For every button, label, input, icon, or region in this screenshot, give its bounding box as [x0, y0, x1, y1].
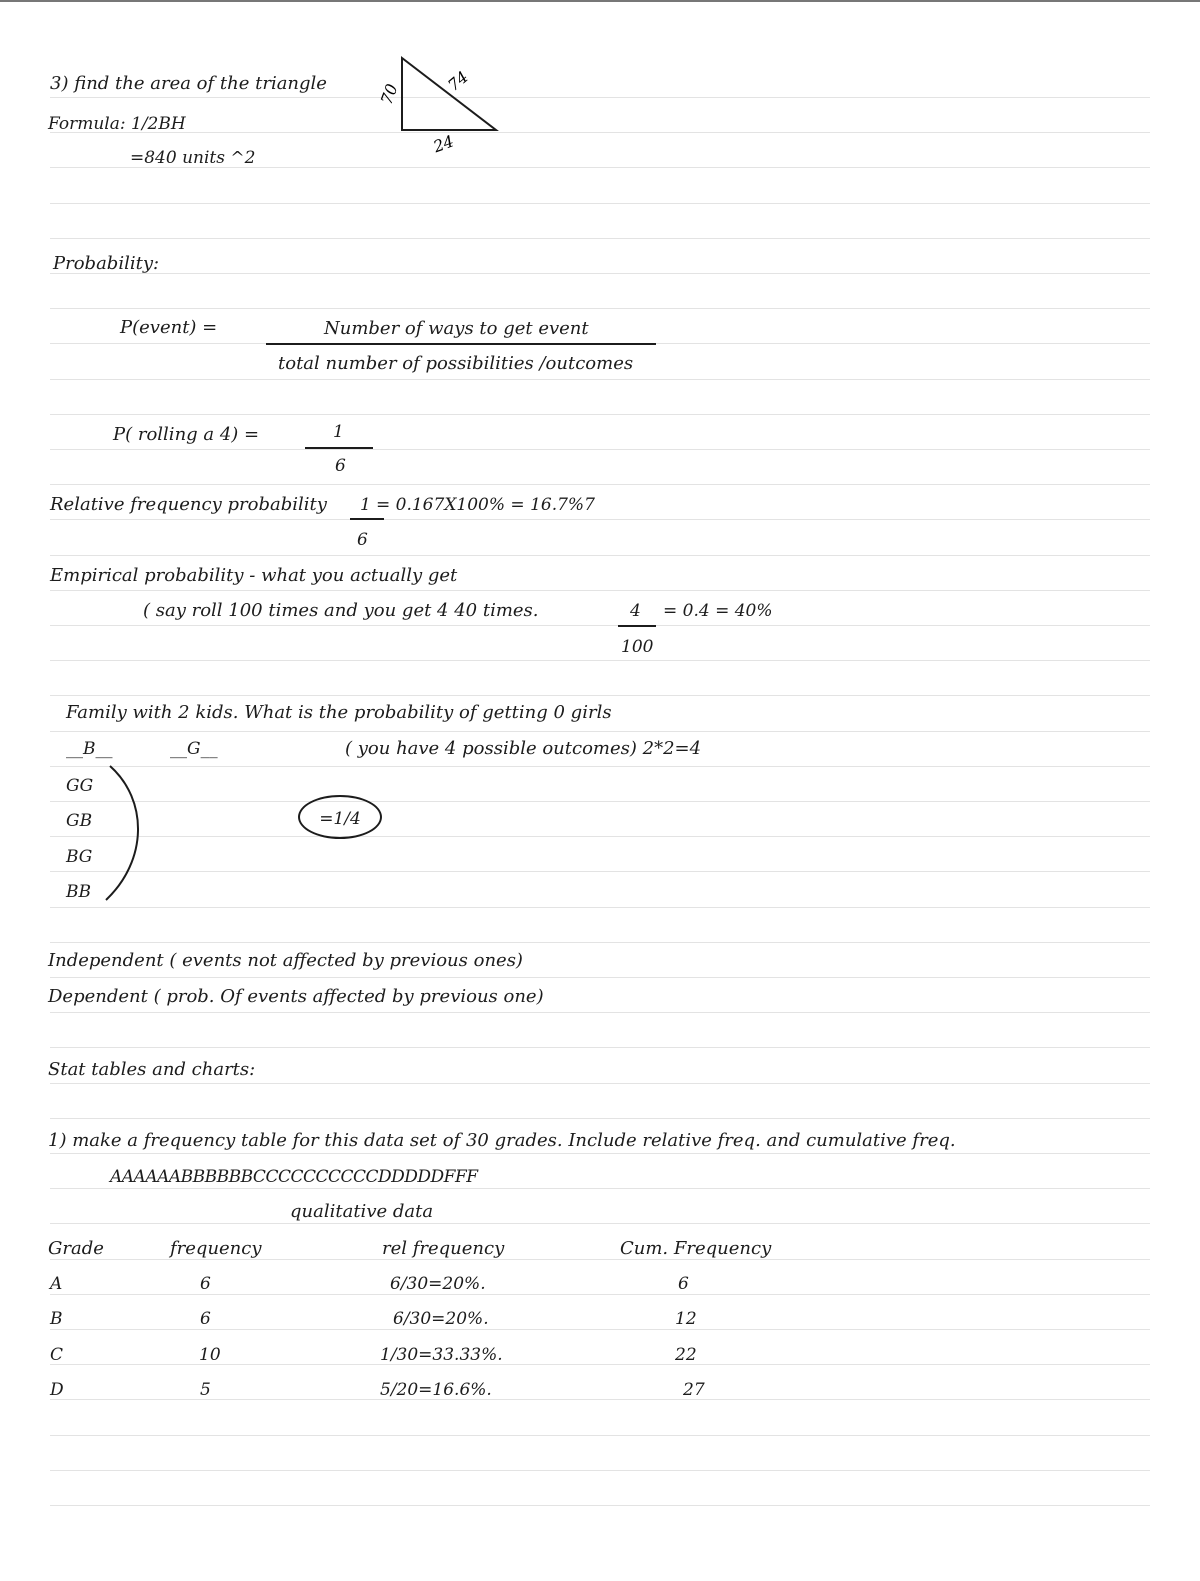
ruled-line: [50, 695, 1150, 696]
outcome-item: GB: [66, 811, 93, 831]
table-cell-grade: A: [50, 1274, 63, 1294]
column-header-frequency: frequency: [170, 1238, 262, 1259]
rolling-fraction-bar: [305, 447, 373, 449]
table-cell-grade: C: [50, 1345, 64, 1365]
empirical-fraction-bar: [618, 625, 656, 627]
ruled-line: [50, 766, 1150, 767]
ruled-line: [50, 731, 1150, 732]
p-event-fraction-bar: [266, 343, 656, 345]
ruled-line: [50, 1435, 1150, 1436]
ruled-line: [50, 273, 1150, 274]
outcome-item: GG: [66, 776, 94, 796]
empirical-computation: = 0.4 = 40%: [663, 601, 773, 621]
ruled-line: [50, 1188, 1150, 1189]
table-cell-frequency: 5: [200, 1380, 211, 1400]
right-triangle-figure: [370, 50, 510, 160]
ruled-line: [50, 1505, 1150, 1506]
table-cell-rel-frequency: 1/30=33.33%.: [380, 1345, 503, 1365]
table-cell-rel-frequency: 5/20=16.6%.: [380, 1380, 492, 1400]
triangle-formula: Formula: 1/2BH: [48, 114, 186, 134]
triangle-question: 3) find the area of the triangle: [50, 73, 327, 94]
empirical-example: ( say roll 100 times and you get 4 40 times.: [143, 600, 539, 621]
column-header-cum-frequency: Cum. Frequency: [620, 1238, 772, 1259]
ruled-line: [50, 625, 1150, 626]
rolling-label: P( rolling a 4) =: [113, 424, 260, 445]
ruled-line: [50, 379, 1150, 380]
empirical-denominator: 100: [621, 637, 654, 657]
dependent-definition: Dependent ( prob. Of events affected by previous one): [48, 986, 544, 1007]
ruled-line: [50, 1294, 1150, 1295]
ruled-line: [50, 1012, 1150, 1013]
family-question: Family with 2 kids. What is the probability of getting 0 girls: [66, 702, 612, 723]
table-cell-grade: B: [50, 1309, 63, 1329]
rolling-denominator: 6: [335, 456, 346, 476]
triangle-side-left-label: 70: [376, 81, 402, 107]
slot-b: __B__: [66, 739, 113, 759]
ruled-line: [50, 836, 1150, 837]
ruled-line: [50, 907, 1150, 908]
ruled-line: [50, 132, 1150, 133]
outcome-item: BG: [66, 847, 93, 867]
table-cell-cum-frequency: 6: [678, 1274, 689, 1294]
triangle-shape: [402, 58, 496, 130]
grades-dataset: AAAAAABBBBBBCCCCCCCCCCDDDDDFFF: [110, 1167, 478, 1187]
table-cell-grade: D: [50, 1380, 64, 1400]
relfreq-denominator: 6: [357, 530, 368, 550]
ruled-line: [50, 203, 1150, 204]
table-cell-frequency: 6: [200, 1309, 211, 1329]
page-top-border: [0, 0, 1200, 2]
ruled-line: [50, 1153, 1150, 1154]
stats-heading: Stat tables and charts:: [48, 1059, 256, 1080]
ruled-line: [50, 308, 1150, 309]
ruled-line: [50, 555, 1150, 556]
ruled-line: [50, 1047, 1150, 1048]
ruled-line: [50, 590, 1150, 591]
empirical-definition: Empirical probability - what you actually get: [50, 565, 458, 586]
p-event-denominator: total number of possibilities /outcomes: [278, 353, 634, 374]
family-answer: =1/4: [319, 809, 361, 829]
table-cell-cum-frequency: 22: [675, 1345, 697, 1365]
ruled-line: [50, 1118, 1150, 1119]
ruled-line: [50, 871, 1150, 872]
p-event-label: P(event) =: [120, 317, 218, 338]
table-cell-rel-frequency: 6/30=20%.: [390, 1274, 486, 1294]
table-cell-rel-frequency: 6/30=20%.: [393, 1309, 489, 1329]
ruled-line: [50, 1470, 1150, 1471]
ruled-line: [50, 97, 1150, 98]
table-cell-frequency: 6: [200, 1274, 211, 1294]
data-type-label: qualitative data: [290, 1201, 434, 1222]
ruled-line: [50, 1083, 1150, 1084]
table-cell-cum-frequency: 12: [675, 1309, 697, 1329]
ruled-line: [50, 801, 1150, 802]
ruled-line: [50, 942, 1150, 943]
ruled-line: [50, 660, 1150, 661]
outcomes-note: ( you have 4 possible outcomes) 2*2=4: [345, 738, 702, 759]
ruled-line: [50, 414, 1150, 415]
p-event-numerator: Number of ways to get event: [324, 318, 589, 339]
ruled-line: [50, 1223, 1150, 1224]
triangle-side-hyp-label: 74: [444, 67, 472, 95]
ruled-line: [50, 977, 1150, 978]
rolling-numerator: 1: [333, 422, 344, 442]
independent-definition: Independent ( events not affected by previous ones): [48, 950, 523, 971]
relfreq-computation: = 0.167X100% = 16.7%7: [376, 495, 595, 515]
empirical-numerator: 4: [630, 601, 641, 621]
stats-question: 1) make a frequency table for this data set of 30 grades. Include relative freq. and cumulative freq.: [48, 1130, 956, 1151]
relfreq-fraction-bar: [350, 518, 384, 520]
outcomes-bracket: [100, 760, 150, 905]
ruled-line: [50, 519, 1150, 520]
ruled-line: [50, 238, 1150, 239]
ruled-line: [50, 484, 1150, 485]
ruled-line: [50, 1329, 1150, 1330]
triangle-result: =840 units ^2: [130, 148, 256, 168]
table-cell-cum-frequency: 27: [683, 1380, 705, 1400]
outcome-item: BB: [66, 882, 91, 902]
ruled-line: [50, 449, 1150, 450]
ruled-line: [50, 1399, 1150, 1400]
triangle-side-bottom-label: 24: [430, 131, 457, 157]
column-header-grade: Grade: [48, 1238, 104, 1259]
relfreq-label: Relative frequency probability: [50, 494, 327, 515]
table-cell-frequency: 10: [199, 1345, 221, 1365]
relfreq-numerator: 1: [360, 495, 371, 515]
probability-heading: Probability:: [53, 253, 160, 274]
slot-g: __G__: [170, 739, 218, 759]
column-header-rel-frequency: rel frequency: [382, 1238, 505, 1259]
